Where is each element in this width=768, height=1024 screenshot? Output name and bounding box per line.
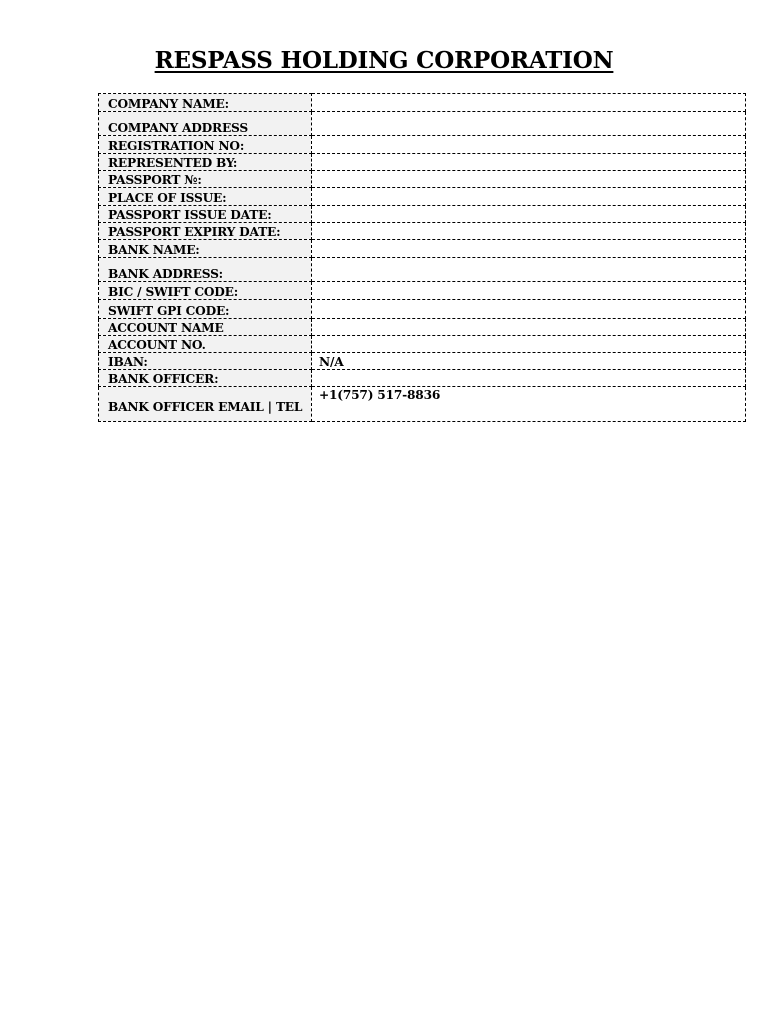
form-row-place-of-issue	[99, 188, 746, 206]
field-label: PASSPORT ISSUE DATE:	[99, 206, 312, 223]
field-value-bank-name[interactable]	[312, 240, 746, 258]
form-row-bank-officer	[99, 370, 746, 387]
form-row-company-address	[99, 112, 746, 136]
form-row-registration-no	[99, 136, 746, 154]
field-value-bank-officer[interactable]	[312, 370, 746, 387]
field-value-account-name[interactable]	[312, 319, 746, 336]
field-label: PLACE OF ISSUE:	[99, 188, 312, 206]
form-row-bank-address	[99, 258, 746, 282]
form-row-passport-expiry-date	[99, 223, 746, 240]
field-value-swift-gpi-code[interactable]	[312, 300, 746, 319]
field-label: IBAN:	[99, 353, 312, 370]
form-row-company-name	[99, 94, 746, 112]
field-value-passport-issue-date[interactable]	[312, 206, 746, 223]
form-row-passport-no	[99, 171, 746, 188]
field-value-bic-swift-code[interactable]	[312, 282, 746, 300]
field-value-bank-address[interactable]	[312, 258, 746, 282]
field-label: BANK OFFICER EMAIL | TEL	[99, 387, 312, 422]
field-label: PASSPORT №:	[99, 171, 312, 188]
form-row-represented-by	[99, 154, 746, 171]
field-value-iban[interactable]: N/A	[312, 353, 746, 370]
form-row-iban	[99, 353, 746, 370]
form-row-account-no	[99, 336, 746, 353]
field-value-passport-expiry-date[interactable]	[312, 223, 746, 240]
field-label: BANK OFFICER:	[99, 370, 312, 387]
field-label: BANK NAME:	[99, 240, 312, 258]
form-row-bank-name	[99, 240, 746, 258]
field-label: ACCOUNT NO.	[99, 336, 312, 353]
field-label: REGISTRATION NO:	[99, 136, 312, 154]
field-label: COMPANY ADDRESS	[99, 112, 312, 136]
field-label: REPRESENTED BY:	[99, 154, 312, 171]
field-value-represented-by[interactable]	[312, 154, 746, 171]
field-label: BANK ADDRESS:	[99, 258, 312, 282]
field-value-account-no[interactable]	[312, 336, 746, 353]
field-label: SWIFT GPI CODE:	[99, 300, 312, 319]
company-details-form	[98, 93, 746, 422]
field-label: BIC / SWIFT CODE:	[99, 282, 312, 300]
field-value-place-of-issue[interactable]	[312, 188, 746, 206]
form-row-swift-gpi-code	[99, 300, 746, 319]
field-value-bank-officer-email-tel[interactable]: +1(757) 517-8836	[312, 387, 746, 422]
field-value-passport-no[interactable]	[312, 171, 746, 188]
field-value-registration-no[interactable]	[312, 136, 746, 154]
field-value-company-address[interactable]	[312, 112, 746, 136]
page-title: RESPASS HOLDING CORPORATION	[154, 47, 614, 74]
form-row-bank-officer-email-tel	[99, 387, 746, 422]
field-value-company-name[interactable]	[312, 94, 746, 112]
form-row-bic-swift-code	[99, 282, 746, 300]
form-row-account-name	[99, 319, 746, 336]
form-row-passport-issue-date	[99, 206, 746, 223]
field-label: ACCOUNT NAME	[99, 319, 312, 336]
field-label: PASSPORT EXPIRY DATE:	[99, 223, 312, 240]
field-label: COMPANY NAME:	[99, 94, 312, 112]
